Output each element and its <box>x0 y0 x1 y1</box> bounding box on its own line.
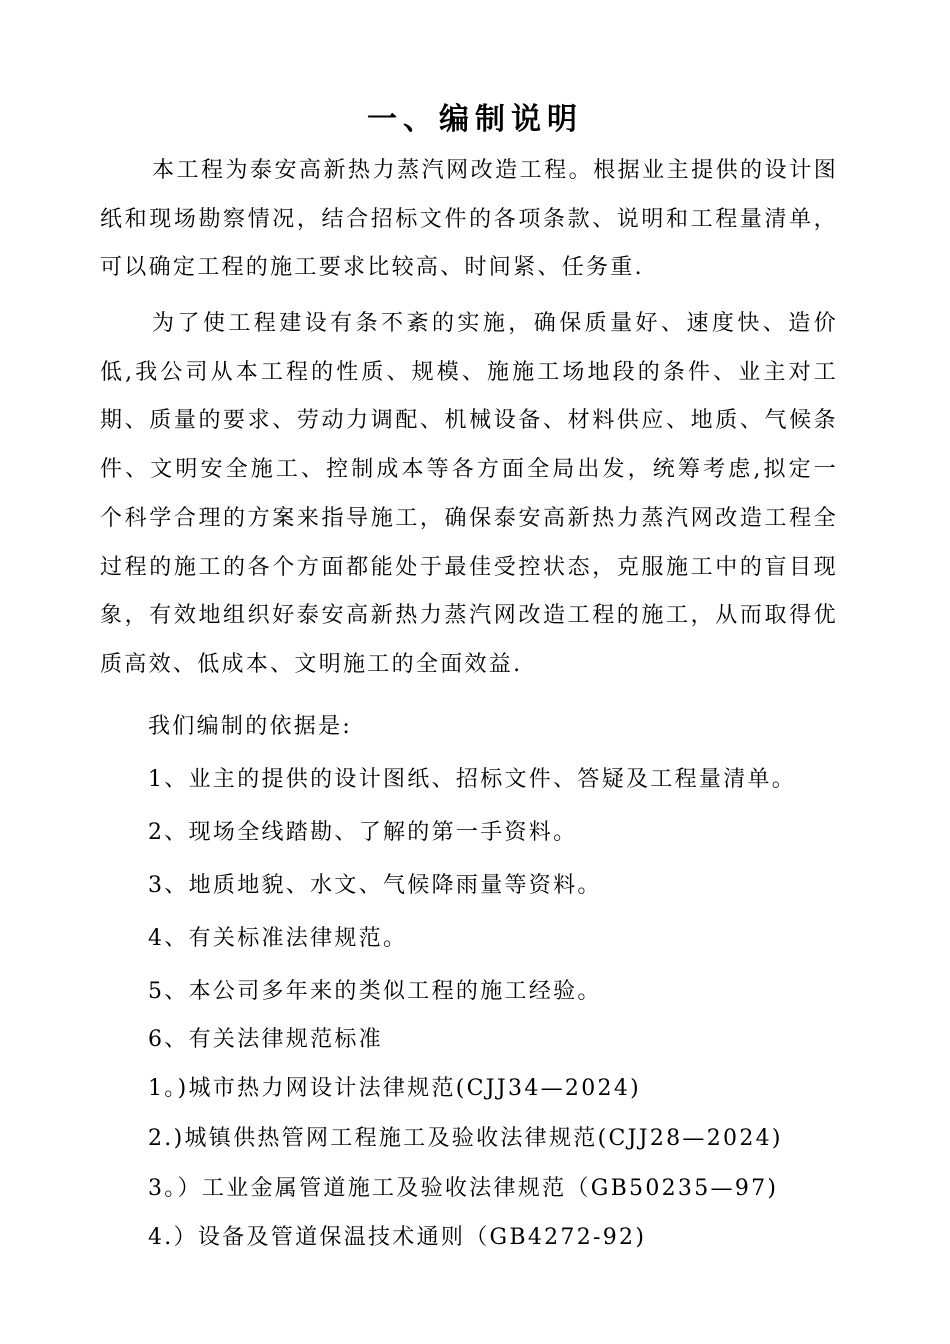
section-title: 一、编制说明 <box>367 102 583 137</box>
standard-item: 3。）工业金属管道施工及验收法律规范（GB50235—97) <box>148 1176 779 1201</box>
basis-heading: 我们编制的依据是: <box>148 714 353 739</box>
purpose-paragraph: 为了使工程建设有条不紊的实施，确保质量好、速度快、造价低,我公司从本工程的性质、规模、施施工场地段的条件、业主对工期、质量的要求、劳动力调配、机械设备、材料供应、地质、气候条件、文明安全施工、控制成本等各方面全局出发，统筹考虑,拟定一个科学合理的方案来指导施工，确保泰安高新热力蒸汽网改造工程全过程的施工的各个方面都能处于最佳受控状态，克服施工中的盲目现象，有效地组织好泰安高新热力蒸汽网改造工程的施工，从而取得优质高效、低成本、文明施工的全面效益. <box>100 311 838 677</box>
basis-item: 3、地质地貌、水文、气候降雨量等资料。 <box>148 873 602 898</box>
basis-item: 1、业主的提供的设计图纸、招标文件、答疑及工程量清单。 <box>148 767 797 792</box>
intro-paragraph: 本工程为泰安高新热力蒸汽网改造工程。根据业主提供的设计图纸和现场勘察情况，结合招标文件的各项条款、说明和工程量清单，可以确定工程的施工要求比较高、时间紧、任务重. <box>100 158 838 281</box>
basis-item: 6、有关法律规范标准 <box>148 1027 383 1052</box>
basis-item: 4、有关标准法律规范。 <box>148 926 408 951</box>
basis-item: 5、本公司多年来的类似工程的施工经验。 <box>148 979 602 1004</box>
standard-item: 1。)城市热力网设计法律规范(CJJ34—2024) <box>148 1076 642 1101</box>
standard-item: 4.）设备及管道保温技术通则（GB4272-92) <box>148 1225 647 1250</box>
standard-item: 2.)城镇供热管网工程施工及验收法律规范(CJJ28—2024) <box>148 1126 783 1151</box>
basis-item: 2、现场全线踏勘、了解的第一手资料。 <box>148 820 578 845</box>
